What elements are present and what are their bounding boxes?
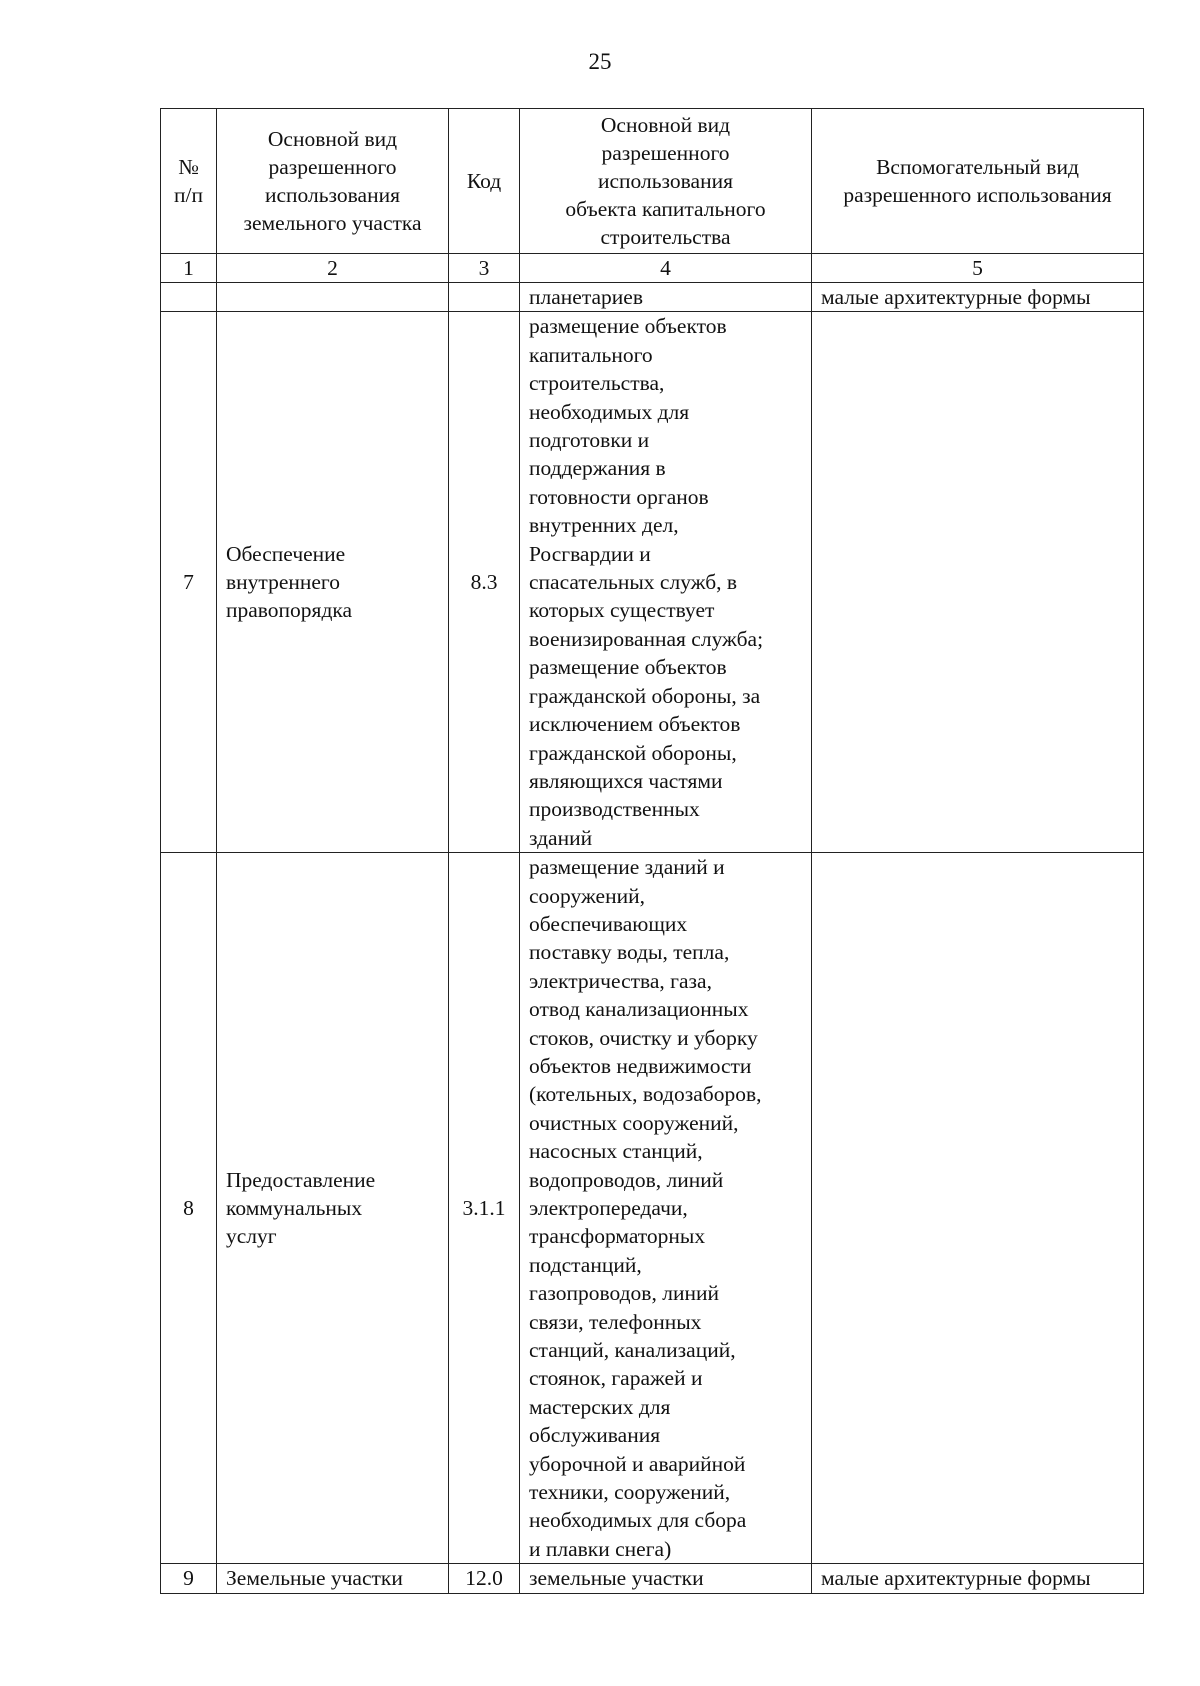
column-number: 2 [217, 254, 449, 283]
row-number: 8 [161, 853, 217, 1564]
page-number: 25 [588, 49, 612, 74]
row-auxiliary-use [812, 312, 1144, 853]
column-number: 5 [812, 254, 1144, 283]
row-code: 12.0 [449, 1564, 520, 1593]
row-code: 8.3 [449, 312, 520, 853]
row-land-use: Обеспечение внутреннего правопорядка [217, 312, 449, 853]
row-building-use: земельные участки [520, 1564, 812, 1593]
row-auxiliary-use [812, 853, 1144, 1564]
table-row [161, 1564, 1144, 1593]
land-use-table [160, 108, 1144, 1594]
row-land-use: Земельные участки [217, 1564, 449, 1593]
table-row [161, 853, 1144, 1564]
row-building-use: размещение объектов капитального строительства, необходимых для подготовки и поддержания в готовности органов внутренних дел, Росгвардии и спасательных служб, в которых существует военизированная служба; размещение объектов гражданской обороны, за исключением объектов гражданской обороны, являющихся частями производственных зданий [520, 312, 812, 853]
column-number: 4 [520, 254, 812, 283]
row-land-use [217, 283, 449, 312]
column-number: 3 [449, 254, 520, 283]
table-row [161, 283, 1144, 312]
header-land-use: Основной вид разрешенного использования земельного участка [217, 109, 449, 254]
header-code: Код [449, 109, 520, 254]
row-building-use: планетариев [520, 283, 812, 312]
row-code: 3.1.1 [449, 853, 520, 1564]
row-code [449, 283, 520, 312]
row-land-use: Предоставление коммунальных услуг [217, 853, 449, 1564]
table-header-row [161, 109, 1144, 254]
header-building-use: Основной вид разрешенного использования объекта капитального строительства [520, 109, 812, 254]
row-building-use: размещение зданий и сооружений, обеспечивающих поставку воды, тепла, электричества, газа, отвод канализационных стоков, очистку и уборку объектов недвижимости (котельных, водозаборов, очистных сооружений, насосных станций, водопроводов, линий электропередачи, трансформаторных подстанций, газопроводов, линий связи, телефонных станций, канализаций, стоянок, гаражей и мастерских для обслуживания уборочной и аварийной техники, сооружений, необходимых для сбора и плавки снега) [520, 853, 812, 1564]
header-number: № п/п [161, 109, 217, 254]
row-number: 9 [161, 1564, 217, 1593]
column-numbers-row [161, 254, 1144, 283]
row-auxiliary-use: малые архитектурные формы [812, 283, 1144, 312]
table-row [161, 312, 1144, 853]
row-auxiliary-use: малые архитектурные формы [812, 1564, 1144, 1593]
row-number [161, 283, 217, 312]
column-number: 1 [161, 254, 217, 283]
row-number: 7 [161, 312, 217, 853]
header-auxiliary-use: Вспомогательный вид разрешенного использования [812, 109, 1144, 254]
